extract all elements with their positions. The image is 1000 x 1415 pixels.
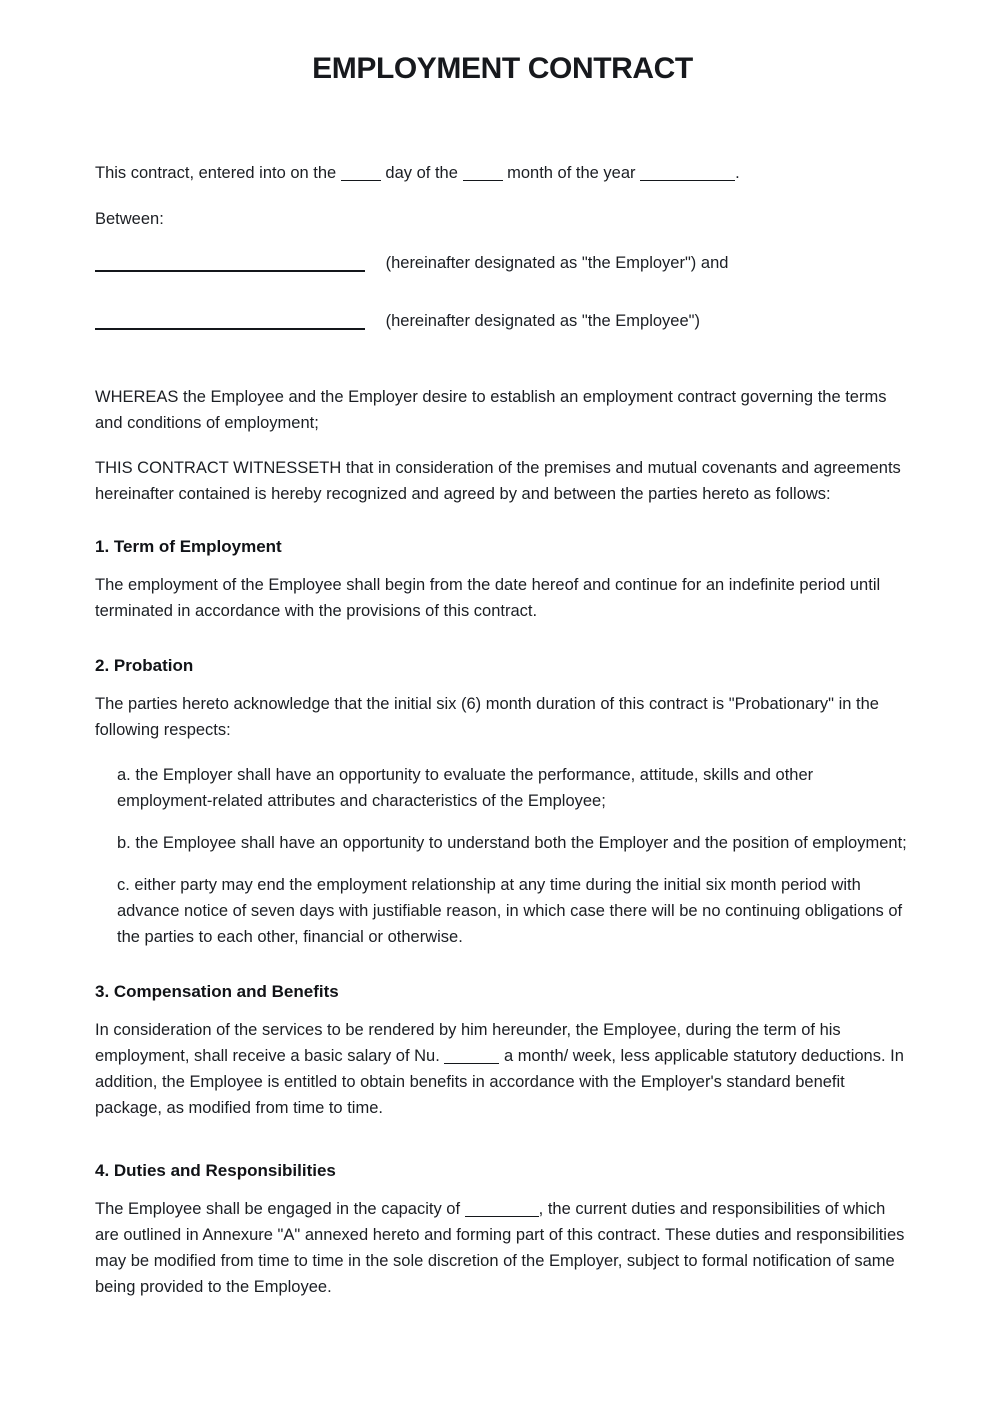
employer-designation-text: (hereinafter designated as "the Employer") and xyxy=(385,254,729,272)
document-title: EMPLOYMENT CONTRACT xyxy=(312,52,693,85)
intro-text-after-month: month of the year xyxy=(507,164,636,182)
day-blank-field[interactable] xyxy=(341,170,381,181)
intro-text-before-day: This contract, entered into on the xyxy=(95,164,337,182)
month-blank-field[interactable] xyxy=(463,170,503,181)
section-4-body xyxy=(95,1196,910,1300)
section-4-heading: 4. Duties and Responsibilities xyxy=(95,1161,336,1180)
section-3-text-before-blank: In consideration of the services to be rendered by him hereunder, the Employee, during the term of his employment, shall receive a basic salary of Nu. xyxy=(95,1021,841,1065)
year-blank-field[interactable] xyxy=(640,170,735,181)
employee-designation-text: (hereinafter designated as "the Employee") xyxy=(385,312,700,330)
section-1-body: The employment of the Employee shall begin from the date hereof and continue for an indefinite period until terminated in accordance with the provisions of this contract. xyxy=(95,576,881,620)
employer-name-blank-field[interactable] xyxy=(95,258,365,272)
section-4-text-before-blank: The Employee shall be engaged in the capacity of xyxy=(95,1200,461,1218)
employer-name-row xyxy=(95,250,910,276)
section-3-heading: 3. Compensation and Benefits xyxy=(95,982,339,1001)
section-3-body xyxy=(95,1017,910,1121)
section-1-heading: 1. Term of Employment xyxy=(95,537,282,556)
probation-item-b: b. the Employee shall have an opportunity to understand both the Employer and the position of employment; xyxy=(117,834,907,852)
probation-sub-items xyxy=(95,762,910,950)
section-2-body: The parties hereto acknowledge that the initial six (6) month duration of this contract is "Probationary" in the following respects: xyxy=(95,695,879,739)
witnesseth-clause: THIS CONTRACT WITNESSETH that in consideration of the premises and mutual covenants and agreements hereinafter contained is hereby recognized and agreed by and between the parties hereto as follows: xyxy=(95,459,901,503)
intro-period: . xyxy=(735,164,740,182)
intro-text-after-day: day of the xyxy=(385,164,458,182)
section-3-text-after-blank: a month/ week, less applicable statutory deductions. In addition, the Employee is entitled to obtain benefits in accordance with the Employer's standard benefit package, as modified from time to time. xyxy=(95,1047,904,1117)
employee-name-blank-field[interactable] xyxy=(95,316,365,330)
salary-blank-field[interactable] xyxy=(444,1053,499,1064)
capacity-blank-field[interactable] xyxy=(465,1206,539,1217)
whereas-clause: WHEREAS the Employee and the Employer desire to establish an employment contract governing the terms and conditions of employment; xyxy=(95,388,887,432)
probation-item-c: c. either party may end the employment relationship at any time during the initial six month period with advance notice of seven days with justifiable reason, in which case there will be no continuing obligations of the parties to each other, financial or otherwise. xyxy=(117,876,903,946)
employee-name-row xyxy=(95,308,910,334)
between-label: Between: xyxy=(95,210,164,228)
probation-item-a: a. the Employer shall have an opportunity to evaluate the performance, attitude, skills and other employment-related attributes and characteristics of the Employee; xyxy=(117,766,814,810)
section-4-text-after-blank: , the current duties and responsibilities of which are outlined in Annexure "A" annexed hereto and forming part of this contract. These duties and responsibilities may be modified from time to time in the sole discretion of the Employer, subject to formal notification of same being provided to the Employee. xyxy=(95,1200,905,1296)
intro-paragraph xyxy=(95,160,910,186)
section-2-heading: 2. Probation xyxy=(95,656,194,675)
